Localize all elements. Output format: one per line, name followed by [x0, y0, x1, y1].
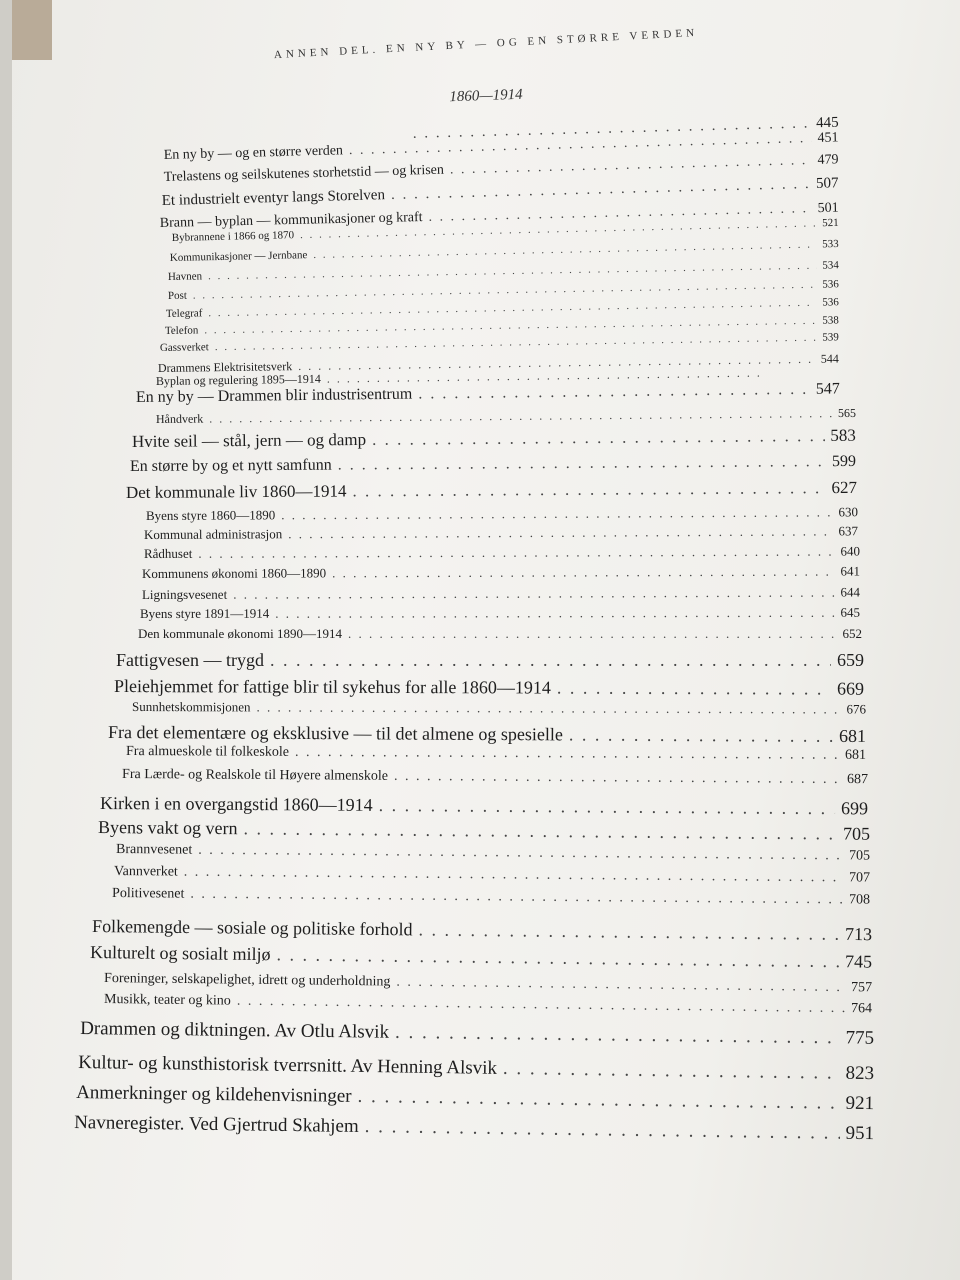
toc-entry-title: Folkemengde — sosiale og politiske forhold	[92, 916, 413, 940]
toc-entry	[144, 544, 860, 562]
toc-leader-dots	[295, 745, 839, 764]
toc-entry	[156, 406, 856, 427]
book-page	[12, 0, 960, 1280]
toc-entry	[142, 563, 860, 582]
toc-entry-page: 538	[822, 314, 839, 327]
toc-leader-dots	[275, 605, 834, 622]
toc-entry-page: 687	[846, 772, 869, 788]
toc-leader-dots	[365, 1116, 840, 1145]
toc-entry-page: 501	[817, 200, 839, 217]
toc-leader-dots	[338, 453, 826, 474]
toc-entry-title: Fra det elementære og eksklusive — til det almene og spesielle	[108, 722, 563, 745]
toc-entry	[132, 699, 866, 718]
toc-entry-title: Kirken i en overgangstid 1860—1914	[100, 793, 373, 815]
toc-leader-dots	[503, 1058, 840, 1085]
toc-entry-page: 705	[848, 848, 871, 864]
toc-entry-title: Kommunal administrasjon	[143, 526, 283, 542]
toc-entry-title: Gassverket	[159, 341, 209, 354]
toc-entry-title: Det kommunale liv 1860—1914	[125, 481, 347, 503]
toc-entry-title: Sunnhetskommisjonen	[132, 699, 251, 715]
toc-entry	[126, 478, 857, 503]
toc-entry-page: 652	[842, 626, 862, 641]
toc-entry	[144, 523, 858, 543]
toc-entry-page: 507	[815, 175, 839, 192]
toc-entry-title: Byplan og regulering 1895—1914	[155, 371, 321, 389]
toc-entry-title: Den kommunale økonomi 1890—1914	[138, 626, 343, 641]
toc-entry-page: 641	[840, 563, 860, 579]
toc-entry	[122, 767, 868, 788]
toc-entry-title: En ny by — Drammen blir industrisentrum	[135, 385, 413, 407]
toc-entry-title: Kommunikasjoner — Jernbane	[169, 249, 308, 264]
toc-entry	[142, 584, 860, 603]
toc-leader-dots	[348, 626, 836, 642]
toc-entry-title: Byens vakt og vern	[98, 817, 238, 839]
toc-entry-title: Trelastens og seilskutenes storhetstid — og krisen	[163, 162, 445, 186]
toc-entry-page: 708	[848, 892, 871, 908]
toc-entry-page: 445	[815, 114, 839, 132]
toc-leader-dots	[243, 818, 837, 844]
toc-entry	[104, 992, 872, 1017]
toc-entry	[112, 886, 870, 909]
toc-entry-page: 599	[831, 452, 856, 471]
toc-entry-title: Post	[167, 289, 187, 302]
toc-entry	[116, 650, 864, 671]
toc-entry	[114, 676, 864, 700]
toc-entry-title: Havnen	[167, 270, 203, 283]
toc-entry-page: 544	[820, 351, 839, 366]
toc-entry	[146, 504, 858, 524]
toc-entry-page: 951	[845, 1122, 875, 1145]
toc-leader-dots	[450, 153, 812, 178]
toc-entry-title: Foreninger, selskapelighet, idrett og underholdning	[104, 971, 391, 990]
toc-entry-title: Navneregister. Ved Gjertrud Skahjem	[74, 1112, 359, 1137]
toc-entry	[130, 453, 856, 476]
toc-leader-dots	[396, 975, 845, 996]
toc-entry	[74, 1112, 874, 1145]
toc-entry-title: Håndverk	[155, 411, 204, 427]
toc-entry-title: Ligningsvesenet	[141, 586, 228, 602]
toc-leader-dots	[215, 332, 817, 353]
toc-entry	[92, 916, 872, 945]
toc-leader-dots	[198, 544, 834, 562]
toc-entry	[78, 1052, 874, 1085]
toc-entry-page: 640	[840, 543, 860, 559]
toc-entry-title: En større by og et nytt samfunn	[129, 456, 332, 476]
toc-entry-page: 539	[822, 331, 839, 344]
section-years: 1860—1914	[449, 86, 523, 106]
toc-leader-dots	[352, 478, 825, 501]
toc-leader-dots	[332, 564, 834, 582]
toc-entry-title: Musikk, teater og kino	[104, 992, 231, 1009]
toc-leader-dots	[209, 406, 832, 426]
toc-entry-page: 705	[842, 823, 871, 844]
toc-leader-dots	[418, 381, 810, 404]
toc-leader-dots	[233, 585, 834, 603]
toc-entry-page: 676	[846, 701, 867, 717]
toc-entry-title: En ny by — og en større verden	[163, 143, 344, 164]
toc-leader-dots	[270, 650, 831, 671]
toc-entry-page: 534	[822, 259, 839, 272]
toc-leader-dots	[288, 523, 832, 542]
toc-leader-dots	[190, 887, 843, 909]
toc-leader-dots	[379, 795, 835, 819]
toc-leader-dots	[184, 865, 843, 887]
toc-entry-page: 681	[844, 747, 867, 763]
toc-entry-page: 521	[822, 216, 839, 230]
toc-leader-dots	[394, 769, 841, 788]
toc-leader-dots	[237, 994, 845, 1017]
toc-entry-page: 565	[837, 405, 856, 421]
toc-entry-title: Fattigvesen — trygd	[116, 650, 264, 670]
toc-leader-dots	[313, 238, 816, 261]
toc-entry-page: 547	[815, 380, 840, 398]
toc-entry-title: Byens styre 1891—1914	[139, 605, 270, 621]
toc-entry-page: 637	[838, 523, 858, 539]
toc-entry-page: 451	[817, 130, 839, 146]
toc-leader-dots	[256, 699, 840, 717]
toc-entry-page: 536	[822, 296, 839, 309]
toc-leader-dots	[357, 1086, 839, 1115]
toc-entry	[98, 817, 870, 845]
toc-entry-title: Fra almueskole til folkeskole	[126, 744, 290, 760]
toc-entry-page: 645	[840, 604, 860, 620]
toc-leader-dots	[208, 260, 816, 283]
toc-leader-dots	[569, 724, 833, 746]
toc-entry-title: Kulturelt og sosialt miljø	[90, 942, 271, 965]
toc-entry-page: 764	[850, 1001, 873, 1017]
toc-leader-dots	[198, 843, 843, 865]
toc-entry-title: Politivesenet	[112, 886, 185, 902]
toc-entry-page: 536	[822, 278, 839, 291]
toc-entry-page: 659	[837, 650, 864, 670]
toc-entry-title: Anmerkninger og kildehenvisninger	[76, 1082, 352, 1107]
toc-entry-page: 699	[840, 798, 869, 819]
toc-leader-dots	[395, 1022, 840, 1049]
toc-entry	[108, 722, 866, 747]
toc-entry	[132, 426, 856, 452]
toc-entry-page: 644	[840, 584, 860, 600]
toc-entry-page: 707	[848, 870, 871, 886]
toc-entry-page: 479	[817, 152, 839, 168]
toc-entry-title: Fra Lærde- og Realskole til Høyere almenskole	[122, 767, 389, 784]
toc-entry	[76, 1082, 874, 1115]
toc-entry	[140, 605, 860, 622]
toc-entry	[80, 1018, 874, 1050]
toc-leader-dots	[372, 426, 824, 450]
toc-entry-page: 823	[845, 1062, 875, 1085]
toc-entry-page: 921	[845, 1092, 875, 1115]
toc-entry-page: 627	[831, 477, 857, 498]
toc-entry-page: 745	[844, 951, 873, 972]
toc-entry-title: Brannvesenet	[116, 842, 193, 858]
toc-entry-page: 669	[836, 678, 865, 699]
toc-entry-page: 775	[845, 1027, 875, 1049]
toc-entry-title: Drammens Elektrisitetsverk	[157, 359, 293, 376]
toc-entry-page: 630	[838, 504, 858, 520]
toc-entry	[90, 942, 872, 973]
toc-leader-dots	[391, 176, 811, 204]
toc-entry-page: 713	[844, 923, 873, 945]
toc-entry-title: Rådhuset	[143, 545, 193, 561]
toc-entry-title: Brann — byplan — kommunikasjoner og kraft	[159, 210, 423, 232]
toc-entry-title: Vannverket	[114, 864, 178, 880]
toc-entry	[126, 744, 866, 764]
toc-entry-title: Telefon	[164, 324, 199, 337]
toc-entry-title: Et industrielt eventyr langs Storelven	[161, 187, 386, 210]
table-of-contents	[12, 0, 960, 1280]
toc-entry-title: Bybrannene i 1866 og 1870	[171, 229, 295, 244]
toc-entry-title: Telegraf	[165, 307, 203, 320]
toc-entry-page: 681	[838, 725, 867, 746]
toc-leader-dots	[281, 504, 832, 523]
toc-entry-title: Kultur- og kunsthistorisk tverrsnitt. Av Henning Alsvik	[78, 1052, 498, 1079]
toc-entry-title: Pleiehjemmet for fattige blir til sykehus for alle 1860—1914	[114, 676, 551, 698]
toc-entry	[116, 842, 870, 865]
toc-leader-dots	[557, 678, 831, 700]
toc-leader-dots	[418, 919, 839, 944]
toc-entry-title: Byens styre 1860—1890	[145, 507, 276, 523]
toc-entry-title: Kommunens økonomi 1860—1890	[141, 565, 327, 581]
toc-leader-dots	[276, 944, 839, 972]
toc-entry-page: 583	[830, 425, 856, 445]
toc-entry-title: Hvite seil — stål, jern — og damp	[131, 429, 367, 452]
toc-entry-page: 533	[822, 237, 839, 251]
toc-entry	[100, 793, 868, 819]
section-heading: ANNEN DEL. EN NY BY — OG EN STØRRE VERDEN	[273, 26, 699, 62]
toc-entry-page: 757	[850, 980, 873, 996]
toc-entry-title: Drammen og diktningen. Av Otlu Alsvik	[80, 1018, 390, 1043]
toc-entry	[138, 626, 862, 642]
toc-entry	[114, 864, 870, 887]
